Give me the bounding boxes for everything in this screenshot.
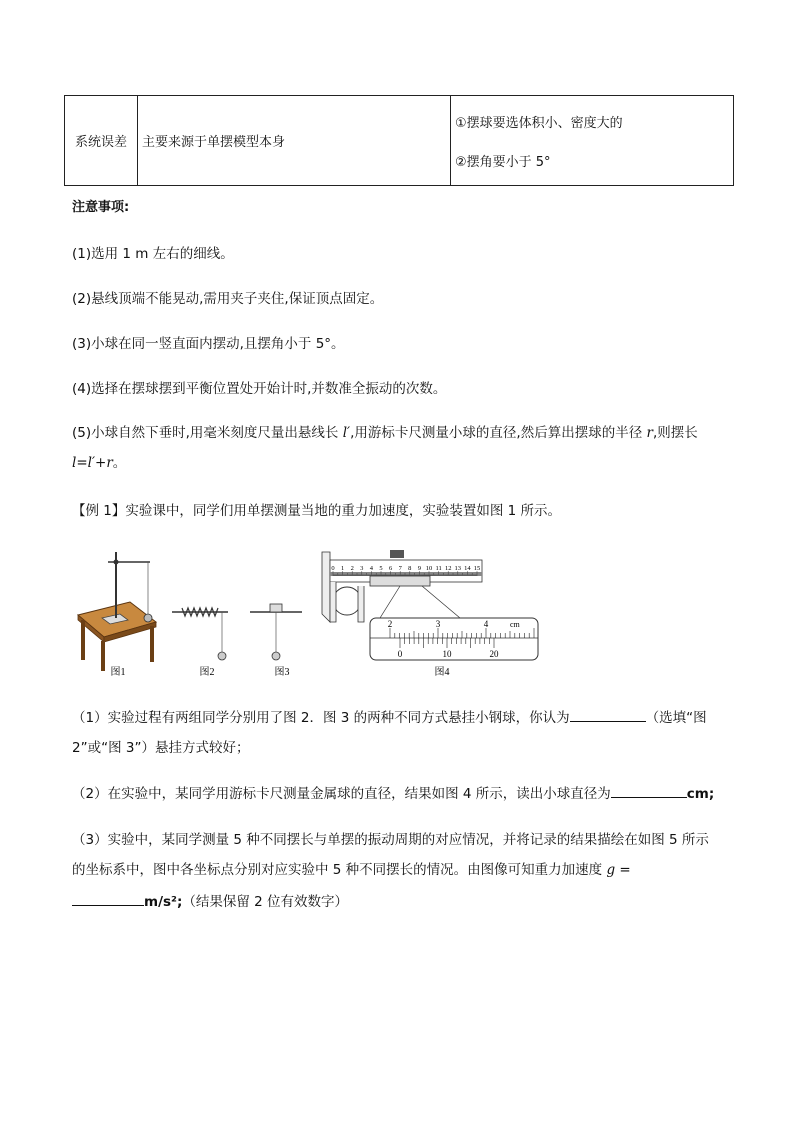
error-table xyxy=(64,95,734,186)
caliper-scale-label: 1 xyxy=(340,565,345,572)
caliper-scale-label: 0 xyxy=(331,565,335,572)
remedy-2: ②摆角要小于 5° xyxy=(455,154,551,170)
caliper-scale-label: 9 xyxy=(417,565,422,572)
question-2-unit: cm; xyxy=(686,786,715,802)
note-5 xyxy=(72,421,698,441)
question-3-note: （结果保留 2 位有效数字） xyxy=(182,894,349,910)
question-3-line-1: （3）实验中，某同学测量 5 种不同摆长与单摆的振动周期的对应情况，并将记录的结果描绘在如图 5 所示 xyxy=(72,832,709,848)
vernier-label: 0 xyxy=(397,649,403,659)
question-3-unit: m/s²; xyxy=(144,894,183,910)
question-3-text: 的坐标系中，图中各坐标点分别对应实验中 5 种不同摆长的情况。由图像可知重力加速度 xyxy=(72,862,607,878)
var-l-prime: l′ xyxy=(342,425,351,441)
var-g: g xyxy=(606,862,616,878)
question-2-text: （2）在实验中，某同学用游标卡尺测量金属球的直径，结果如图 4 所示，读出小球直径为 xyxy=(72,786,611,802)
apparatus-figures xyxy=(70,540,550,680)
question-3-line-3 xyxy=(72,890,348,910)
fig4-label: 图4 xyxy=(434,667,450,678)
question-3-equals: = xyxy=(615,862,631,878)
caliper-scale-label: 12 xyxy=(444,565,452,572)
note-5-text-a: (5)小球自然下垂时,用毫米刻度尺量出悬线长 xyxy=(72,425,343,441)
var-r: r xyxy=(646,425,653,441)
example-intro xyxy=(72,499,561,519)
caliper-scale-label: 13 xyxy=(454,565,462,572)
main-scale-label: 4 xyxy=(483,619,489,629)
question-1-line-1 xyxy=(72,706,707,726)
example-intro-text: 实验课中，同学们用单摆测量当地的重力加速度，实验装置如图 1 所示。 xyxy=(125,503,562,519)
question-1-hint: （选填“图 xyxy=(645,710,707,726)
note-5-text-b: ,用游标卡尺测量小球的直径,然后算出摆球的半径 xyxy=(350,425,647,441)
caliper-scale-label: 10 xyxy=(425,565,433,572)
caliper-scale-label: 15 xyxy=(473,565,481,572)
remedy-1: ①摆球要选体积小、密度大的 xyxy=(455,115,623,131)
figure-4-caliper xyxy=(322,550,538,660)
note-3: (3)小球在同一竖直面内摆动,且摆角小于 5°。 xyxy=(72,336,345,352)
fig1-label: 图1 xyxy=(110,667,126,678)
answer-blank-3[interactable] xyxy=(72,893,144,906)
caliper-scale-label: 3 xyxy=(360,565,364,572)
main-scale-unit: cm xyxy=(510,620,520,629)
note-1: (1)选用 1 m 左右的细线。 xyxy=(72,246,234,262)
note-5-text-c: ,则摆长 xyxy=(652,425,698,441)
main-scale-label: 3 xyxy=(435,619,441,629)
caliper-scale-label: 8 xyxy=(408,565,412,572)
question-1-line-2: 2”或“图 3”）悬挂方式较好； xyxy=(72,740,250,756)
main-scale-label: 2 xyxy=(387,619,393,629)
fig3-label: 图3 xyxy=(274,667,290,678)
fig2-label: 图2 xyxy=(199,667,215,678)
caliper-scale-label: 7 xyxy=(398,565,402,572)
answer-blank-2[interactable] xyxy=(611,785,687,798)
note-5-end: 。 xyxy=(112,455,127,471)
caliper-scale-label: 2 xyxy=(350,565,354,572)
caliper-scale-label: 14 xyxy=(464,565,471,572)
figure-3-suspension xyxy=(250,604,302,660)
caliper-scale-label: 11 xyxy=(435,565,442,572)
notes-heading: 注意事项: xyxy=(72,200,130,215)
pendulum-length-formula: l=l′+r xyxy=(72,455,113,471)
question-3-line-2 xyxy=(72,858,631,878)
figure-1-apparatus xyxy=(78,552,156,671)
note-2: (2)悬线顶端不能晃动,需用夹子夹住,保证顶点固定。 xyxy=(72,291,384,307)
error-remedy-cell xyxy=(451,96,734,186)
answer-blank-1[interactable] xyxy=(570,709,646,722)
vernier-label: 20 xyxy=(489,649,499,659)
error-source-cell: 主要来源于单摆模型本身 xyxy=(138,96,451,186)
error-type-cell: 系统误差 xyxy=(65,96,138,186)
caliper-scale-label: 5 xyxy=(379,565,383,572)
question-1-text: （1）实验过程有两组同学分别用了图 2．图 3 的两种不同方式悬挂小钢球，你认为 xyxy=(72,710,570,726)
note-5-formula-line xyxy=(72,451,126,471)
note-4: (4)选择在摆球摆到平衡位置处开始计时,并数准全振动的次数。 xyxy=(72,381,447,397)
vernier-label: 10 xyxy=(442,649,452,659)
example-tag: 【例 1】 xyxy=(72,503,126,519)
caliper-scale-label: 6 xyxy=(388,565,393,572)
caliper-scale-label: 4 xyxy=(369,565,374,572)
figure-2-suspension xyxy=(172,608,228,660)
question-2-line xyxy=(72,782,714,802)
